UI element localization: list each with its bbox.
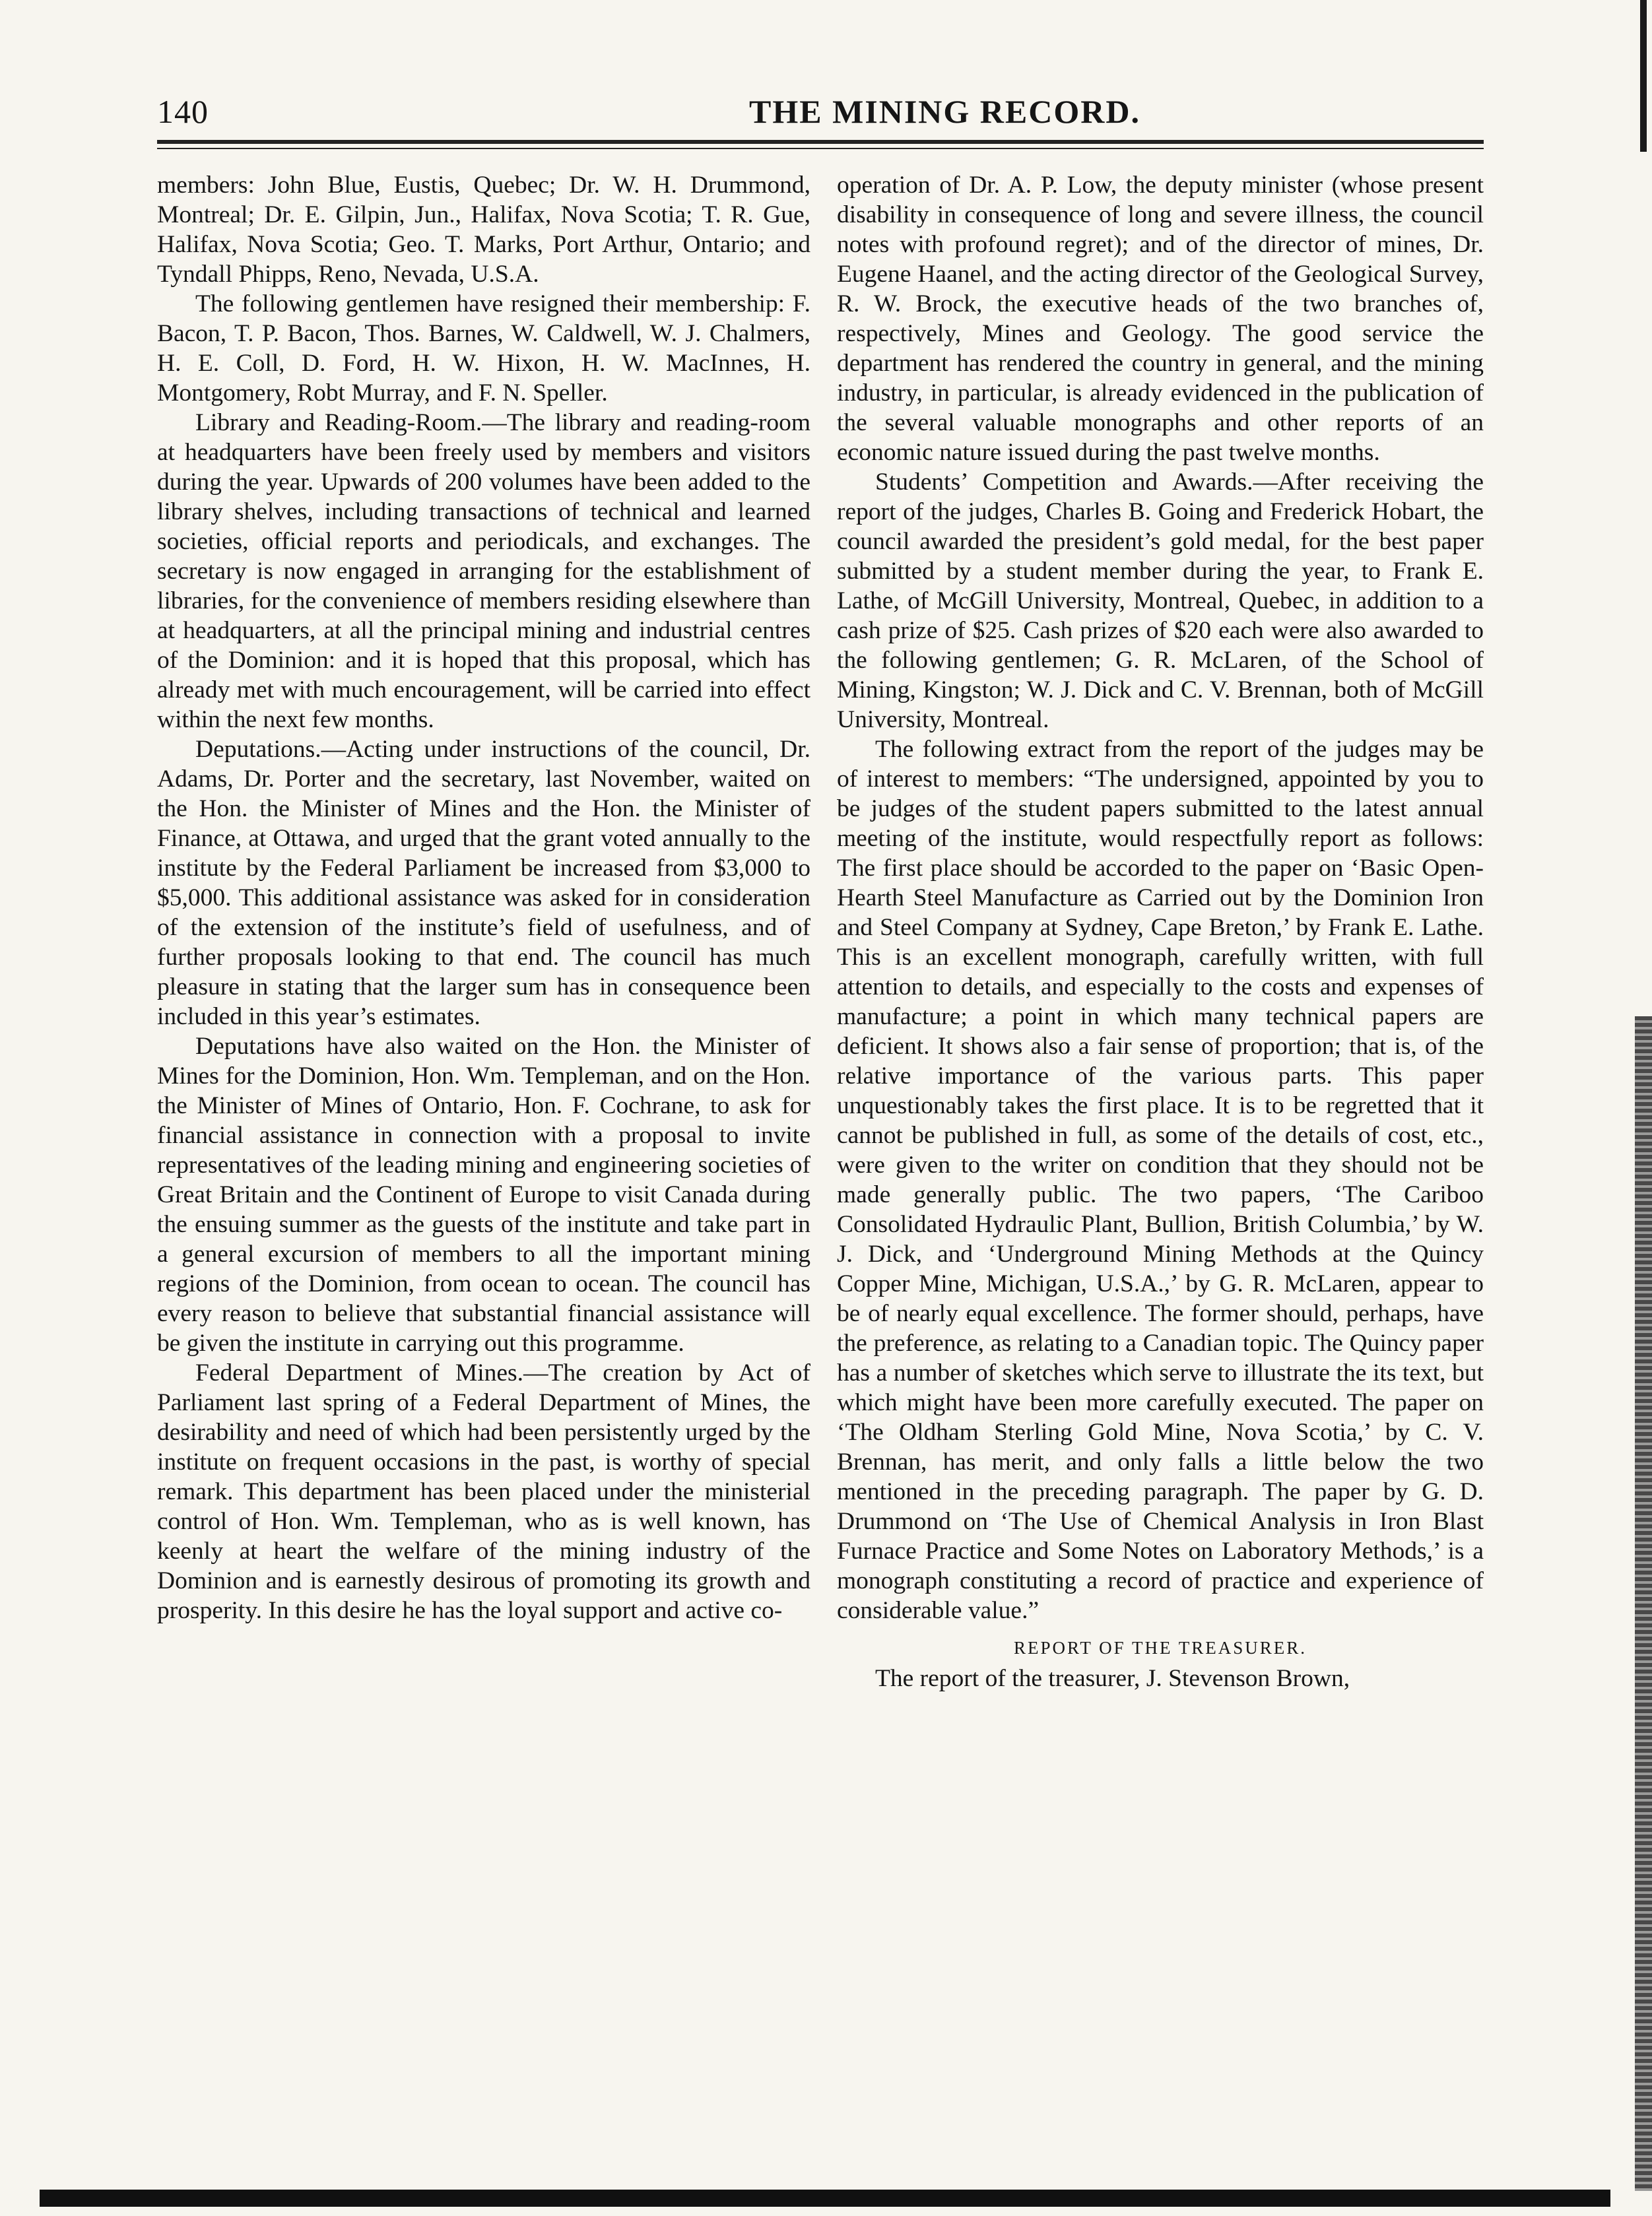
paragraph: Students’ Competition and Awards.—After receiving the report of the judges, Charles B. Going and Frederick Hobart, the council awarded the president’s gold medal, for the best paper submitted by a student member during the year, to Frank E. Lathe, of McGill University, Montreal, Quebec, in addition to a cash prize of $25. Cash prizes of $20 each were also awarded to the following gentlemen; G. R. McLaren, of the School of Mining, Kingston; W. J. Dick and C. V. Brennan, both of McGill University, Montreal. (837, 469, 1484, 733)
section-heading: REPORT OF THE TREASURER. (1014, 1638, 1307, 1658)
paragraph: The report of the treasurer, J. Stevenson Brown, (875, 1665, 1350, 1692)
paragraph: Federal Department of Mines.—The creation by Act of Parliament last spring of a Federal Department of Mines, the desirability and need of which had been persistently urged by the institute on frequent occasions in the past, is worthy of special remark. This department has been placed under the ministerial control of Hon. Wm. Templeman, who as is well known, has keenly at heart the welfare of the mining industry of the Dominion and is earnestly desirous of promoting its growth and prosperity. In this desire he has the loyal support and active co- (157, 1359, 810, 1624)
right-column (837, 170, 1484, 1693)
page-edge-mark (1640, 0, 1647, 152)
paragraph: members: John Blue, Eustis, Quebec; Dr. W. H. Drummond, Montreal; Dr. E. Gilpin, Jun., Halifax, Nova Scotia; T. R. Gue, Halifax, Nova Scotia; Geo. T. Marks, Port Arthur, Ontario; and Tyndall Phipps, Reno, Nevada, U.S.A. (157, 172, 810, 288)
paragraph: Library and Reading-Room.—The library and reading-room at headquarters have been freely used by members and visitors during the year. Upwards of 200 volumes have been added to the library shelves, including transactions of technical and learned societies, official reports and periodicals, and exchanges. The secretary is now engaged in arranging for the establishment of libraries, for the convenience of members residing elsewhere than at headquarters, at all the principal mining and industrial centres of the Dominion: and it is hoped that this proposal, which has already met with much encouragement, will be carried into effect within the next few months. (157, 409, 810, 733)
paragraph: operation of Dr. A. P. Low, the deputy minister (whose present disability in consequence of long and severe illness, the council notes with profound regret); and of the director of mines, Dr. Eugene Haanel, and the acting director of the Geological Survey, R. W. Brock, the executive heads of the two branches of, respectively, Mines and Geology. The good service the department has rendered the country in general, and the mining industry, in particular, is already evidenced in the publication of the several valuable monographs and other reports of an economic nature issued during the past twelve months. (837, 172, 1484, 466)
paragraph: Deputations have also waited on the Hon. the Minister of Mines for the Dominion, Hon. Wm. Templeman, and on the Hon. the Minister of Mines of Ontario, Hon. F. Cochrane, to ask for financial assistance in connection with a proposal to invite representatives of the leading mining and engineering societies of Great Britain and the Continent of Europe to visit Canada during the ensuing summer as the guests of the institute and take part in a general excursion of members to all the important mining regions of the Dominion, from ocean to ocean. The council has every reason to believe that substantial financial assistance will be given the institute in carrying out this programme. (157, 1033, 810, 1357)
running-head-title: THE MINING RECORD. (749, 93, 1140, 130)
left-column (157, 170, 810, 1625)
bottom-scan-bar (40, 2190, 1610, 2207)
paragraph: The following gentlemen have resigned their membership: F. Bacon, T. P. Bacon, Thos. Barnes, W. Caldwell, W. J. Chalmers, H. E. Coll, D. Ford, H. W. Hixon, H. W. MacInnes, H. Montgomery, Robt Murray, and F. N. Speller. (157, 290, 810, 407)
page-number: 140 (157, 93, 209, 130)
header-rule-thin (157, 148, 1484, 149)
paragraph: The following extract from the report of the judges may be of interest to members: “The undersigned, appointed by you to be judges of the student papers submitted to the latest annual meeting of the institute, would respectfully report as follows: The first place should be accorded to the paper on ‘Basic Open-Hearth Steel Manufacture as Carried out by the Dominion Iron and Steel Company at Sydney, Cape Breton,’ by Frank E. Lathe. This is an excellent monograph, carefully written, with full attention to details, and especially to the costs and expenses of manufacture; a point in which many technical papers are deficient. It shows also a fair sense of proportion; that is, of the relative importance of the various parts. This paper unquestionably takes the first place. It is to be regretted that it cannot be published in full, as some of the details of cost, etc., were given to the writer on condition that they should not be made generally public. The two papers, ‘The Cariboo Consolidated Hydraulic Plant, Bullion, British Columbia,’ by W. J. Dick, and ‘Underground Mining Methods at the Quincy Copper Mine, Michigan, U.S.A.,’ by G. R. McLaren, appear to be of nearly equal excellence. The former should, perhaps, have the preference, as relating to a Canadian topic. The Quincy paper has a number of sketches which serve to illustrate the its text, but which might have been more carefully executed. The paper on ‘The Oldham Sterling Gold Mine, Nova Scotia,’ by C. V. Brennan, has merit, and only falls a little below the two mentioned in the preceding paragraph. The paper by G. D. Drummond on ‘The Use of Chemical Analysis in Iron Blast Furnace Practice and Some Notes on Laboratory Methods,’ is a monograph constituting a record of practice and experience of considerable value.” (837, 736, 1484, 1624)
paragraph: Deputations.—Acting under instructions of the council, Dr. Adams, Dr. Porter and the secretary, last November, waited on the Hon. the Minister of Mines and the Hon. the Minister of Finance, at Ottawa, and urged that the grant voted annually to the institute by the Federal Parliament be increased from $3,000 to $5,000. This additional assistance was asked for in consideration of the extension of the institute’s field of usefulness, and of further proposals looking to that end. The council has much pleasure in stating that the larger sum has in consequence been included in this year’s estimates. (157, 736, 810, 1030)
page-edge-scan-artifact (1635, 1016, 1652, 2191)
header-rule-thick (157, 140, 1484, 144)
